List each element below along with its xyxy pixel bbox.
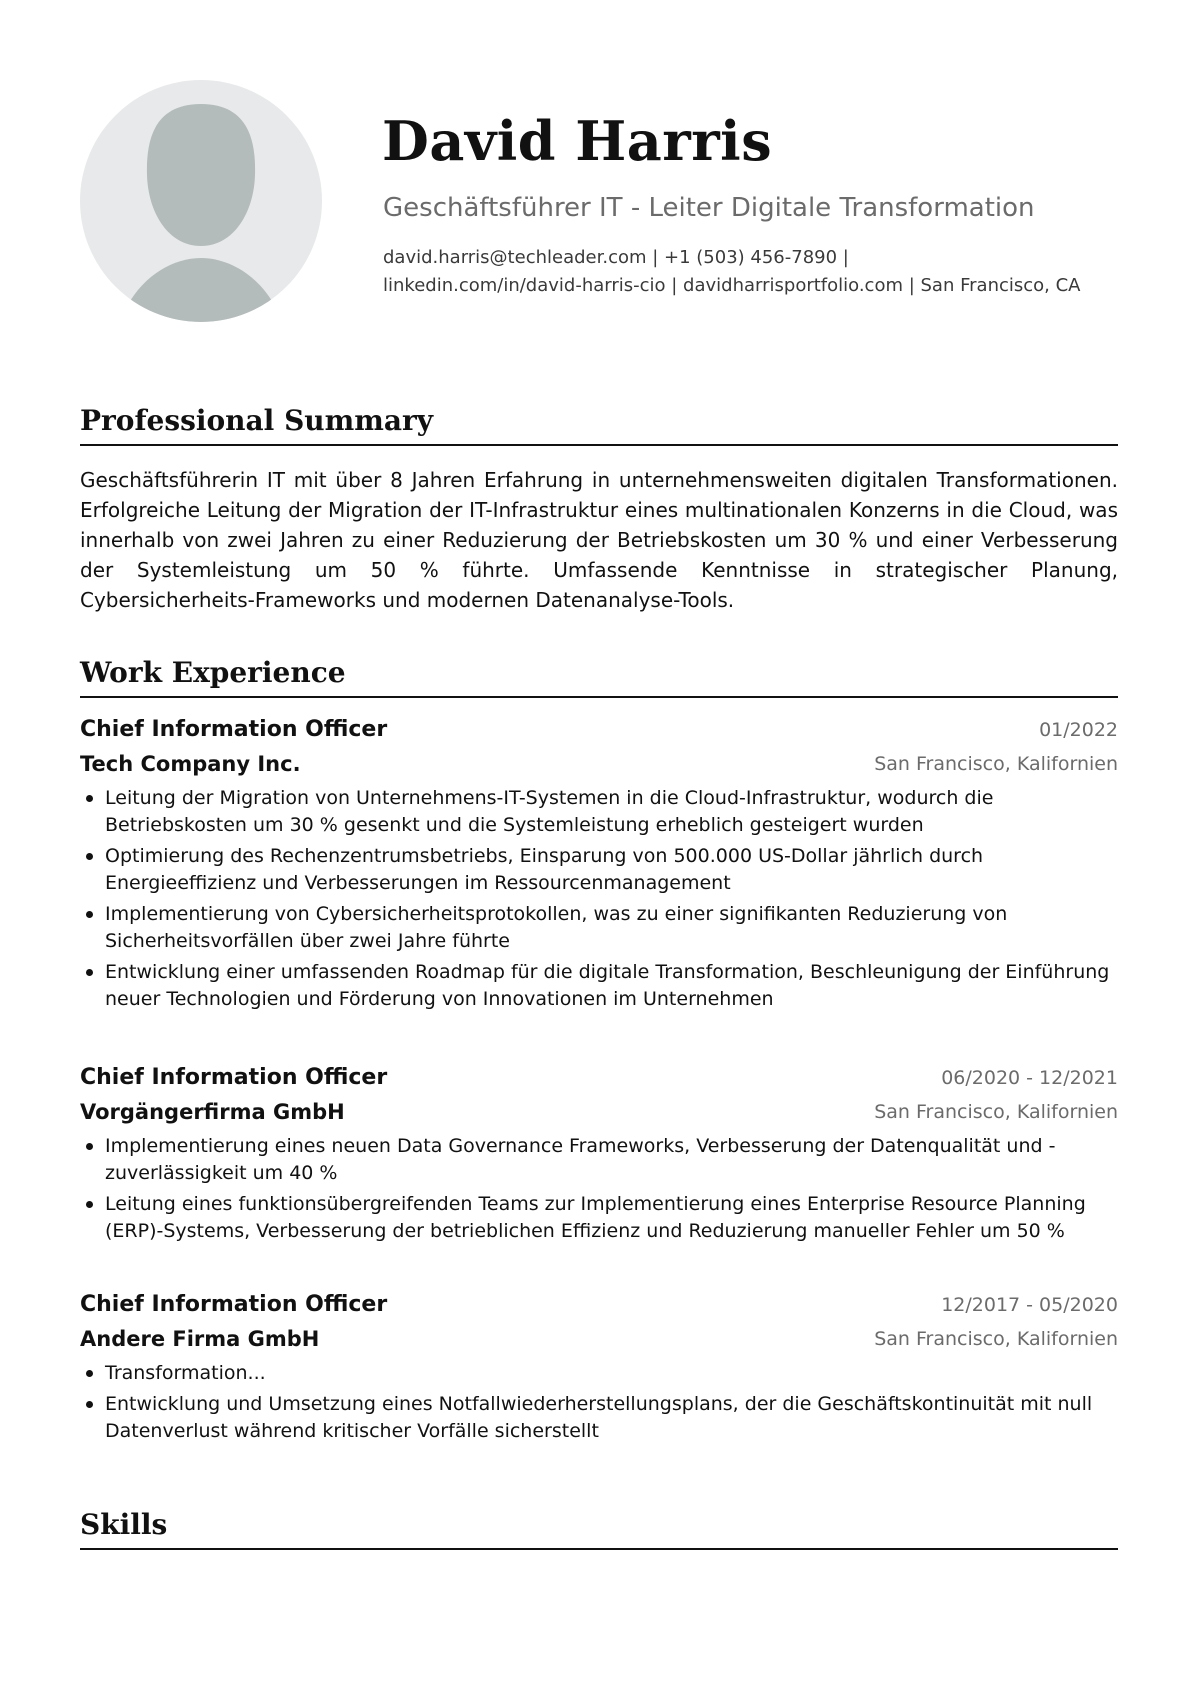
job-entry: [80, 713, 1118, 1013]
job-company: Vorgängerfirma GmbH: [80, 1100, 345, 1124]
job-company: Andere Firma GmbH: [80, 1327, 320, 1351]
bullet-icon: [86, 1201, 93, 1208]
bullet-icon: [86, 795, 93, 802]
job-location: San Francisco, Kalifornien: [874, 753, 1118, 775]
list-item: [80, 901, 1118, 955]
job-bullet-list: [80, 1360, 1118, 1445]
bullet-text: Transformation...: [105, 1362, 266, 1384]
candidate-title: Geschäftsführer IT - Leiter Digitale Transformation: [383, 193, 1035, 223]
bullet-text: Optimierung des Rechenzentrumsbetriebs, Einsparung von 500.000 US-Dollar jährlich durch Energieeffizienz und Verbesserungen im Ressourcenmanagement: [105, 845, 984, 894]
bullet-text: Entwicklung einer umfassenden Roadmap für die digitale Transformation, Beschleunigung der Einführung neuer Technologien und Förderung von Innovationen im Unternehmen: [105, 961, 1110, 1010]
list-item: [80, 1191, 1118, 1245]
bullet-text: Entwicklung und Umsetzung eines Notfallwiederherstellungsplans, der die Geschäftskontinuität mit null Datenverlust während kritischer Vorfälle sicherstellt: [105, 1393, 1093, 1442]
job-header-row: [80, 1061, 1118, 1095]
job-company-row: [80, 1095, 1118, 1129]
job-date: 06/2020 - 12/2021: [941, 1067, 1118, 1089]
job-company: Tech Company Inc.: [80, 752, 301, 776]
bullet-icon: [86, 1143, 93, 1150]
contact-line-2: linkedin.com/in/david-harris-cio | davidharrisportfolio.com | San Francisco, CA: [383, 275, 1081, 296]
bullet-icon: [86, 853, 93, 860]
job-location: San Francisco, Kalifornien: [874, 1101, 1118, 1123]
bullet-icon: [86, 911, 93, 918]
bullet-text: Leitung der Migration von Unternehmens-IT-Systemen in die Cloud-Infrastruktur, wodurch die Betriebskosten um 30 % gesenkt und die Systemleistung erheblich gesteigert wurden: [105, 787, 994, 836]
bullet-text: Leitung eines funktionsübergreifenden Teams zur Implementierung eines Enterprise Resource Planning (ERP)-Systems, Verbesserung der betrieblichen Effizienz und Reduzierung manueller Fehler um 50 %: [105, 1193, 1086, 1242]
job-bullet-list: [80, 785, 1118, 1013]
job-role: Chief Information Officer: [80, 1065, 388, 1090]
job-bullet-list: [80, 1133, 1118, 1245]
list-item: [80, 843, 1118, 897]
list-item: [80, 1391, 1118, 1445]
avatar: [80, 80, 322, 322]
bullet-icon: [86, 1370, 93, 1377]
job-header-row: [80, 1288, 1118, 1322]
contact-line-1: david.harris@techleader.com | +1 (503) 456-7890 |: [383, 247, 849, 268]
job-header-row: [80, 713, 1118, 747]
bullet-text: Implementierung von Cybersicherheitsprotokollen, was zu einer signifikanten Reduzierung von Sicherheitsvorfällen über zwei Jahre führte: [105, 903, 1008, 952]
job-entry: [80, 1288, 1118, 1445]
job-role: Chief Information Officer: [80, 1292, 388, 1317]
job-date: 12/2017 - 05/2020: [941, 1294, 1118, 1316]
contact-info: [383, 244, 1123, 300]
bullet-icon: [86, 1401, 93, 1408]
section-heading-experience: Work Experience: [80, 654, 1118, 698]
section-heading-summary: Professional Summary: [80, 402, 1118, 446]
bullet-icon: [86, 969, 93, 976]
list-item: [80, 785, 1118, 839]
list-item: [80, 1360, 1118, 1387]
job-entry: [80, 1061, 1118, 1245]
summary-text: Geschäftsführerin IT mit über 8 Jahren Erfahrung in unternehmensweiten digitalen Transformationen. Erfolgreiche Leitung der Migration der IT-Infrastruktur eines multinationalen Konzerns in die Cloud, was innerhalb von zwei Jahren zu einer Reduzierung der Betriebskosten um 30 % und einer Verbesserung der Systemleistung um 50 % führte. Umfassende Kenntnisse in strategischer Planung, Cybersicherheits-Frameworks und modernen Datenanalyse-Tools.: [80, 468, 1118, 612]
list-item: [80, 1133, 1118, 1187]
job-company-row: [80, 747, 1118, 781]
list-item: [80, 959, 1118, 1013]
job-date: 01/2022: [1039, 719, 1118, 741]
job-company-row: [80, 1322, 1118, 1356]
avatar-placeholder-icon: [80, 80, 322, 322]
section-heading-skills: Skills: [80, 1506, 1118, 1550]
bullet-text: Implementierung eines neuen Data Governance Frameworks, Verbesserung der Datenqualität und -zuverlässigkeit um 40 %: [105, 1135, 1056, 1184]
candidate-name: David Harris: [382, 109, 773, 173]
job-location: San Francisco, Kalifornien: [874, 1328, 1118, 1350]
job-role: Chief Information Officer: [80, 717, 388, 742]
